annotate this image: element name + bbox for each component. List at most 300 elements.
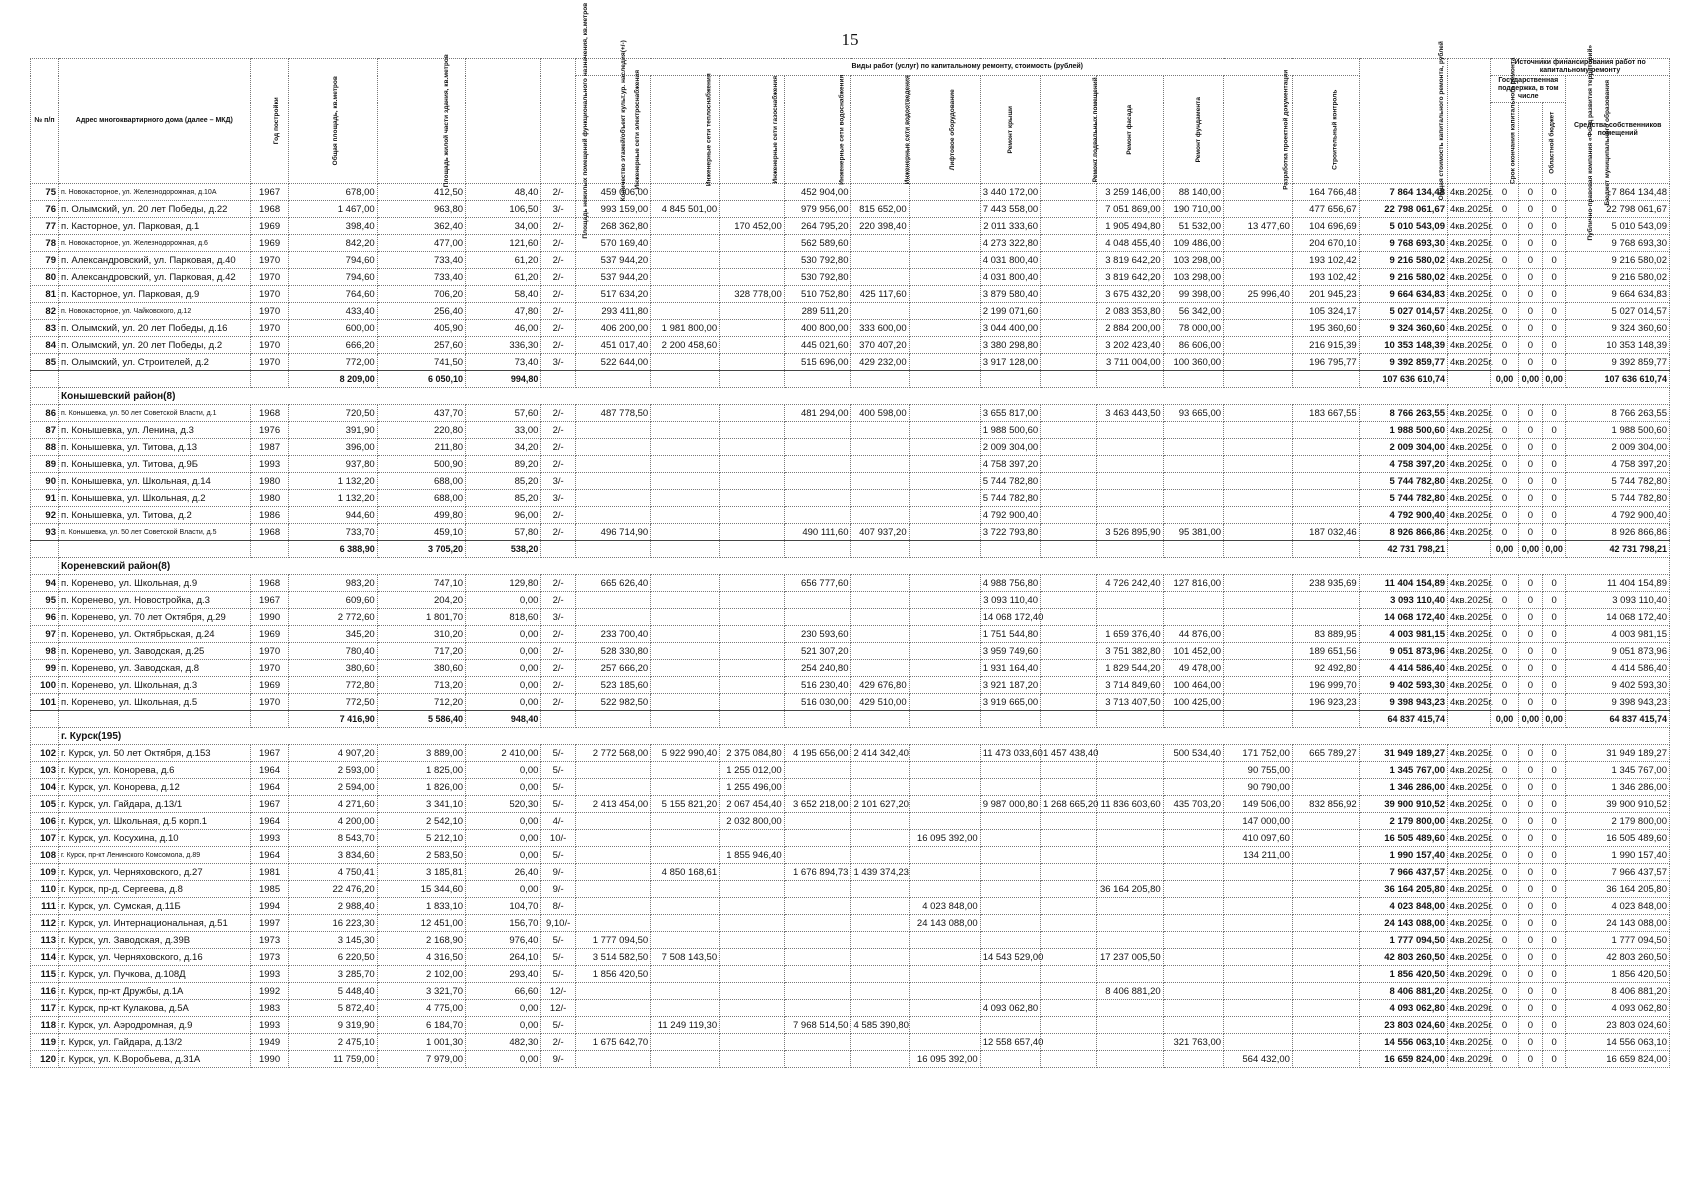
table-row <box>31 643 1670 660</box>
cell-area: 5 448,40 <box>289 983 377 1000</box>
cell-area: 4 907,20 <box>289 745 377 762</box>
cell-control: 83 889,95 <box>1292 626 1359 643</box>
cell-term: 4кв.2029г. <box>1448 1000 1491 1017</box>
cell-f3: 0 <box>1542 320 1566 337</box>
cell-total: 36 164 205,80 <box>1359 881 1447 898</box>
cell-f1: 0 <box>1491 677 1519 694</box>
cell-design <box>1224 337 1293 354</box>
cell-base: 1 268 665,20 <box>1040 796 1096 813</box>
cell-floors: 5/- <box>541 847 575 864</box>
cell-heat <box>651 235 720 252</box>
cell-addr: п. Конышевка, ул. Титова, д.2 <box>58 507 250 524</box>
cell-living: 362,40 <box>377 218 465 235</box>
cell-addr: п. Конышевка, ул. 50 лет Советской Власти, д.1 <box>58 405 250 422</box>
cell-water: 979 956,00 <box>784 201 851 218</box>
cell-year: 1985 <box>250 881 289 898</box>
cell-area: 398,40 <box>289 218 377 235</box>
cell-control: 204 670,10 <box>1292 235 1359 252</box>
cell-area: 1 132,20 <box>289 490 377 507</box>
cell-area: 794,60 <box>289 269 377 286</box>
cell-facade: 2 083 353,80 <box>1096 303 1163 320</box>
header-nonres-area: Площадь нежилых помещений функционального назначения, кв.метров <box>466 59 541 184</box>
cell-control <box>1292 983 1359 1000</box>
cell-floors <box>541 711 575 728</box>
cell-term: 4кв.2025г. <box>1448 813 1491 830</box>
cell-el <box>575 1051 650 1068</box>
cell-f2: 0 <box>1519 881 1543 898</box>
cell-own: 2 179 800,00 <box>1566 813 1670 830</box>
cell-f3: 0 <box>1542 405 1566 422</box>
cell-term: 4кв.2025г. <box>1448 184 1491 201</box>
cell-sewer <box>851 881 909 898</box>
cell-design <box>1224 1017 1293 1034</box>
cell-f1: 0 <box>1491 405 1519 422</box>
cell-gas: 328 778,00 <box>720 286 785 303</box>
table-row <box>31 337 1670 354</box>
cell-roof: 7 443 558,00 <box>980 201 1040 218</box>
cell-lift <box>909 235 980 252</box>
cell-living: 211,80 <box>377 439 465 456</box>
cell-gas <box>720 235 785 252</box>
cell-nonres: 0,00 <box>466 592 541 609</box>
cell-living: 7 979,00 <box>377 1051 465 1068</box>
cell-sewer <box>851 473 909 490</box>
cell-area: 772,50 <box>289 694 377 711</box>
cell-year: 1993 <box>250 830 289 847</box>
cell-f1: 0 <box>1491 830 1519 847</box>
cell-area: 6 220,50 <box>289 949 377 966</box>
header-municipal-budget: Бюджет муниципального образования <box>1542 103 1566 184</box>
cell-el <box>575 507 650 524</box>
table-row <box>31 966 1670 983</box>
cell-sewer <box>851 371 909 388</box>
cell-base <box>1040 252 1096 269</box>
cell-year: 1967 <box>250 184 289 201</box>
cell-roof: 2 011 333,60 <box>980 218 1040 235</box>
cell-f2: 0 <box>1519 1051 1543 1068</box>
cell-lift <box>909 660 980 677</box>
cell-total: 1 346 286,00 <box>1359 779 1447 796</box>
cell-found <box>1163 473 1223 490</box>
cell-design: 134 211,00 <box>1224 847 1293 864</box>
cell-total: 8 406 881,20 <box>1359 983 1447 1000</box>
cell-el: 2 413 454,00 <box>575 796 650 813</box>
cell-own: 22 798 061,67 <box>1566 201 1670 218</box>
cell-found <box>1163 864 1223 881</box>
cell-gas <box>720 830 785 847</box>
cell-total: 4 792 900,40 <box>1359 507 1447 524</box>
cell-design <box>1224 252 1293 269</box>
cell-base <box>1040 269 1096 286</box>
cell-own: 107 636 610,74 <box>1566 371 1670 388</box>
cell-f3: 0 <box>1542 983 1566 1000</box>
cell-addr: п. Олымский, ул. Строителей, д.2 <box>58 354 250 371</box>
cell-lift <box>909 677 980 694</box>
table-row <box>31 830 1670 847</box>
cell-control <box>1292 915 1359 932</box>
cell-f2: 0 <box>1519 830 1543 847</box>
cell-found <box>1163 1017 1223 1034</box>
cell-el: 257 666,20 <box>575 660 650 677</box>
cell-roof <box>980 847 1040 864</box>
cell-year <box>250 711 289 728</box>
cell-total: 14 068 172,40 <box>1359 609 1447 626</box>
cell-sewer <box>851 439 909 456</box>
cell-addr: п. Александровский, ул. Парковая, д.42 <box>58 269 250 286</box>
cell-f3: 0 <box>1542 660 1566 677</box>
cell-water: 516 230,40 <box>784 677 851 694</box>
cell-heat <box>651 932 720 949</box>
cell-design: 90 755,00 <box>1224 762 1293 779</box>
cell-f3: 0 <box>1542 422 1566 439</box>
cell-lift <box>909 932 980 949</box>
cell-area: 396,00 <box>289 439 377 456</box>
cell-total: 9 398 943,23 <box>1359 694 1447 711</box>
cell-nonres: 0,00 <box>466 677 541 694</box>
cell-area: 733,70 <box>289 524 377 541</box>
cell-term: 4кв.2025г. <box>1448 1017 1491 1034</box>
cell-year: 1983 <box>250 1000 289 1017</box>
cell-n: 87 <box>31 422 59 439</box>
cell-year: 1973 <box>250 949 289 966</box>
cell-el: 1 675 642,70 <box>575 1034 650 1051</box>
cell-floors: 2/- <box>541 337 575 354</box>
table-row <box>31 626 1670 643</box>
cell-lift <box>909 405 980 422</box>
cell-found: 78 000,00 <box>1163 320 1223 337</box>
cell-roof: 3 919 665,00 <box>980 694 1040 711</box>
cell-base <box>1040 881 1096 898</box>
table-row <box>31 405 1670 422</box>
cell-design <box>1224 1034 1293 1051</box>
cell-f3: 0 <box>1542 898 1566 915</box>
cell-f1: 0 <box>1491 1017 1519 1034</box>
cell-f3: 0 <box>1542 830 1566 847</box>
cell-nonres: 57,80 <box>466 524 541 541</box>
cell-floors: 2/- <box>541 303 575 320</box>
cell-sewer <box>851 541 909 558</box>
cell-roof: 4 093 062,80 <box>980 1000 1040 1017</box>
cell-lift <box>909 779 980 796</box>
cell-living: 405,90 <box>377 320 465 337</box>
cell-found: 103 298,00 <box>1163 269 1223 286</box>
cell-nonres: 0,00 <box>466 881 541 898</box>
district-num-cell <box>31 728 59 745</box>
cell-lift <box>909 881 980 898</box>
header-total-area: Общая площадь, кв.метров <box>289 59 377 184</box>
cell-water <box>784 371 851 388</box>
cell-control: 195 360,60 <box>1292 320 1359 337</box>
cell-el: 522 982,50 <box>575 694 650 711</box>
cell-base <box>1040 609 1096 626</box>
cell-term <box>1448 371 1491 388</box>
cell-lift <box>909 184 980 201</box>
cell-el: 233 700,40 <box>575 626 650 643</box>
cell-sewer: 1 439 374,23 <box>851 864 909 881</box>
cell-living: 3 341,10 <box>377 796 465 813</box>
cell-term: 4кв.2025г. <box>1448 949 1491 966</box>
cell-control <box>1292 898 1359 915</box>
cell-f1: 0 <box>1491 745 1519 762</box>
cell-roof: 2 199 071,60 <box>980 303 1040 320</box>
cell-f3: 0 <box>1542 643 1566 660</box>
cell-nonres: 0,00 <box>466 1000 541 1017</box>
district-total-row <box>31 371 1670 388</box>
cell-floors: 2/- <box>541 320 575 337</box>
cell-year: 1968 <box>250 575 289 592</box>
cell-found: 321 763,00 <box>1163 1034 1223 1051</box>
district-total-row <box>31 541 1670 558</box>
cell-addr: г. Курск, пр-кт Кулакова, д.5А <box>58 1000 250 1017</box>
cell-lift <box>909 201 980 218</box>
table-row <box>31 694 1670 711</box>
cell-f1: 0 <box>1491 575 1519 592</box>
cell-n: 104 <box>31 779 59 796</box>
district-name: Конышевский район(8) <box>58 388 1669 405</box>
cell-f1: 0 <box>1491 864 1519 881</box>
cell-n: 113 <box>31 932 59 949</box>
cell-n: 98 <box>31 643 59 660</box>
cell-el: 537 944,20 <box>575 269 650 286</box>
cell-term: 4кв.2025г. <box>1448 218 1491 235</box>
cell-lift <box>909 983 980 1000</box>
cell-f3: 0 <box>1542 609 1566 626</box>
cell-facade: 3 819 642,20 <box>1096 269 1163 286</box>
cell-roof: 4 031 800,40 <box>980 252 1040 269</box>
cell-term: 4кв.2025г. <box>1448 932 1491 949</box>
cell-f3: 0 <box>1542 813 1566 830</box>
cell-living: 2 102,00 <box>377 966 465 983</box>
cell-roof <box>980 881 1040 898</box>
cell-addr: г. Курск, ул. Сумская, д.11Б <box>58 898 250 915</box>
cell-found <box>1163 898 1223 915</box>
cell-addr: п. Олымский, ул. 20 лет Победы, д.2 <box>58 337 250 354</box>
cell-f1: 0 <box>1491 915 1519 932</box>
cell-term: 4кв.2025г. <box>1448 864 1491 881</box>
cell-f2: 0 <box>1519 218 1543 235</box>
cell-lift <box>909 864 980 881</box>
cell-roof: 3 380 298,80 <box>980 337 1040 354</box>
cell-own: 1 856 420,50 <box>1566 966 1670 983</box>
cell-lift <box>909 422 980 439</box>
cell-sewer: 220 398,40 <box>851 218 909 235</box>
cell-water: 521 307,20 <box>784 643 851 660</box>
cell-area: 1 467,00 <box>289 201 377 218</box>
cell-addr: г. Курск, пр-кт Дружбы, д.1А <box>58 983 250 1000</box>
cell-control <box>1292 813 1359 830</box>
cell-heat <box>651 1051 720 1068</box>
header-facade: Ремонт фасада <box>1096 76 1163 184</box>
cell-area: 983,20 <box>289 575 377 592</box>
table-row <box>31 456 1670 473</box>
cell-design <box>1224 864 1293 881</box>
cell-found: 93 665,00 <box>1163 405 1223 422</box>
table-row <box>31 745 1670 762</box>
cell-heat <box>651 915 720 932</box>
cell-n: 109 <box>31 864 59 881</box>
cell-roof <box>980 983 1040 1000</box>
cell-f2: 0 <box>1519 898 1543 915</box>
table-row <box>31 235 1670 252</box>
cell-gas <box>720 898 785 915</box>
cell-lift <box>909 473 980 490</box>
cell-living: 3 705,20 <box>377 541 465 558</box>
cell-water <box>784 983 851 1000</box>
cell-control <box>1292 473 1359 490</box>
table-row <box>31 1051 1670 1068</box>
cell-term: 4кв.2025г. <box>1448 881 1491 898</box>
cell-living: 5 586,40 <box>377 711 465 728</box>
cell-total: 5 010 543,09 <box>1359 218 1447 235</box>
cell-base <box>1040 286 1096 303</box>
table-row <box>31 524 1670 541</box>
cell-found: 56 342,00 <box>1163 303 1223 320</box>
cell-year: 1969 <box>250 235 289 252</box>
cell-gas <box>720 983 785 1000</box>
cell-area: 1 132,20 <box>289 473 377 490</box>
cell-n: 94 <box>31 575 59 592</box>
cell-living: 3 321,70 <box>377 983 465 1000</box>
cell-sewer <box>851 966 909 983</box>
cell-n: 97 <box>31 626 59 643</box>
cell-gas: 170 452,00 <box>720 218 785 235</box>
cell-n: 79 <box>31 252 59 269</box>
cell-living: 4 775,00 <box>377 1000 465 1017</box>
cell-facade <box>1096 371 1163 388</box>
cell-term: 4кв.2025г. <box>1448 286 1491 303</box>
cell-facade: 2 884 200,00 <box>1096 320 1163 337</box>
cell-found: 49 478,00 <box>1163 660 1223 677</box>
cell-n: 96 <box>31 609 59 626</box>
cell-f1: 0 <box>1491 303 1519 320</box>
cell-heat <box>651 966 720 983</box>
header-basement: Ремонт подвальных помещений <box>1040 76 1096 184</box>
table-row <box>31 354 1670 371</box>
cell-own: 9 216 580,02 <box>1566 269 1670 286</box>
cell-own: 14 068 172,40 <box>1566 609 1670 626</box>
cell-own: 5 744 782,80 <box>1566 490 1670 507</box>
cell-nonres: 48,40 <box>466 184 541 201</box>
cell-nonres: 96,00 <box>466 507 541 524</box>
cell-f2: 0 <box>1519 762 1543 779</box>
table-row <box>31 473 1670 490</box>
cell-f3: 0 <box>1542 677 1566 694</box>
cell-n: 110 <box>31 881 59 898</box>
cell-nonres: 61,20 <box>466 269 541 286</box>
cell-water: 562 589,60 <box>784 235 851 252</box>
table-row <box>31 609 1670 626</box>
cell-f2: 0 <box>1519 507 1543 524</box>
cell-floors: 12/- <box>541 983 575 1000</box>
cell-roof: 4 988 756,80 <box>980 575 1040 592</box>
cell-water: 445 021,60 <box>784 337 851 354</box>
cell-water <box>784 779 851 796</box>
cell-total: 9 664 634,83 <box>1359 286 1447 303</box>
cell-nonres: 538,20 <box>466 541 541 558</box>
cell-year: 1980 <box>250 490 289 507</box>
cell-n: 108 <box>31 847 59 864</box>
cell-nonres: 0,00 <box>466 1017 541 1034</box>
cell-term <box>1448 711 1491 728</box>
cell-total: 9 216 580,02 <box>1359 269 1447 286</box>
cell-design <box>1224 949 1293 966</box>
cell-term: 4кв.2025г. <box>1448 405 1491 422</box>
cell-sewer: 815 652,00 <box>851 201 909 218</box>
cell-sewer <box>851 626 909 643</box>
cell-control <box>1292 439 1359 456</box>
cell-n: 81 <box>31 286 59 303</box>
cell-heat <box>651 524 720 541</box>
cell-floors: 9/- <box>541 864 575 881</box>
cell-roof: 2 009 304,00 <box>980 439 1040 456</box>
cell-facade: 36 164 205,80 <box>1096 881 1163 898</box>
cell-floors: 2/- <box>541 660 575 677</box>
cell-year: 1970 <box>250 694 289 711</box>
cell-own: 7 864 134,48 <box>1566 184 1670 201</box>
cell-f2: 0 <box>1519 439 1543 456</box>
cell-el: 1 856 420,50 <box>575 966 650 983</box>
cell-own: 11 404 154,89 <box>1566 575 1670 592</box>
cell-addr: п. Касторное, ул. Парковая, д.1 <box>58 218 250 235</box>
cell-base <box>1040 541 1096 558</box>
cell-gas <box>720 337 785 354</box>
cell-year: 1997 <box>250 915 289 932</box>
cell-base <box>1040 762 1096 779</box>
cell-el <box>575 779 650 796</box>
cell-control <box>1292 609 1359 626</box>
cell-sewer <box>851 422 909 439</box>
table-row <box>31 269 1670 286</box>
cell-gas <box>720 201 785 218</box>
district-header-row <box>31 728 1670 745</box>
cell-el <box>575 1017 650 1034</box>
cell-n: 120 <box>31 1051 59 1068</box>
cell-living: 733,40 <box>377 252 465 269</box>
cell-water: 510 752,80 <box>784 286 851 303</box>
cell-total: 4 093 062,80 <box>1359 1000 1447 1017</box>
cell-term: 4кв.2025г. <box>1448 609 1491 626</box>
cell-living: 499,80 <box>377 507 465 524</box>
cell-base <box>1040 847 1096 864</box>
cell-control <box>1292 881 1359 898</box>
cell-total: 9 324 360,60 <box>1359 320 1447 337</box>
cell-control: 665 789,27 <box>1292 745 1359 762</box>
cell-found <box>1163 813 1223 830</box>
cell-addr: п. Конышевка, ул. Титова, д.13 <box>58 439 250 456</box>
cell-own: 4 023 848,00 <box>1566 898 1670 915</box>
cell-el: 523 185,60 <box>575 677 650 694</box>
cell-control <box>1292 949 1359 966</box>
cell-f3: 0,00 <box>1542 371 1566 388</box>
cell-lift <box>909 745 980 762</box>
cell-n: 85 <box>31 354 59 371</box>
cell-roof: 5 744 782,80 <box>980 473 1040 490</box>
cell-floors: 2/- <box>541 507 575 524</box>
cell-own: 8 926 866,86 <box>1566 524 1670 541</box>
table-row <box>31 864 1670 881</box>
cell-heat <box>651 643 720 660</box>
cell-nonres: 0,00 <box>466 762 541 779</box>
cell-heat <box>651 1034 720 1051</box>
cell-addr: п. Конышевка, ул. Школьная, д.14 <box>58 473 250 490</box>
cell-found: 100 464,00 <box>1163 677 1223 694</box>
cell-term: 4кв.2029г. <box>1448 1051 1491 1068</box>
cell-own: 2 009 304,00 <box>1566 439 1670 456</box>
cell-facade: 17 237 005,50 <box>1096 949 1163 966</box>
cell-year: 1976 <box>250 422 289 439</box>
district-name: Кореневский район(8) <box>58 558 1669 575</box>
cell-heat <box>651 422 720 439</box>
